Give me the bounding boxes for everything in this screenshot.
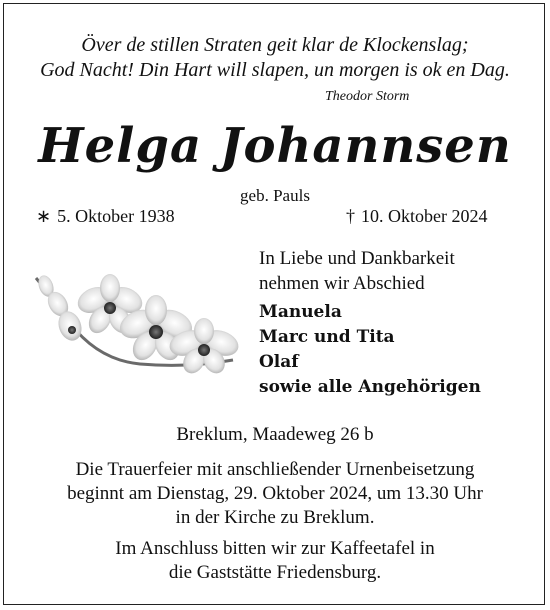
ceremony-line-2: beginnt am Dienstag, 29. Oktober 2024, um 13.30 Uhr xyxy=(67,483,483,504)
orchid-image xyxy=(28,268,248,388)
birth-star-icon: ∗ xyxy=(36,206,52,226)
reception-line-1: Im Anschluss bitten wir zur Kaffeetafel in xyxy=(115,538,435,559)
death-cross-icon: † xyxy=(346,206,355,226)
mourner-name: Marc und Tita xyxy=(259,327,395,347)
mourner-name: sowie alle Angehörigen xyxy=(259,377,481,397)
death-date xyxy=(346,206,487,227)
farewell-line-2: nehmen wir Abschied xyxy=(259,273,425,294)
ceremony-line-1: Die Trauerfeier mit anschließender Urnenbeisetzung xyxy=(75,459,475,480)
birth-date xyxy=(36,206,175,227)
address: Breklum, Maadeweg 26 b xyxy=(176,424,374,445)
reception-line-2: die Gaststätte Friedensburg. xyxy=(168,562,382,583)
deceased-name: Helga Johannsen xyxy=(38,118,512,174)
poem-line-1: Över de stillen Straten geit klar de Klockenslag; xyxy=(81,34,469,56)
mourner-name: Manuela xyxy=(259,302,342,322)
ceremony-line-3: in der Kirche zu Breklum. xyxy=(175,507,375,528)
farewell-line-1: In Liebe und Dankbarkeit xyxy=(259,248,455,269)
poem-author: Theodor Storm xyxy=(325,89,410,104)
mourner-name: Olaf xyxy=(259,352,299,372)
birth-name: geb. Pauls xyxy=(240,186,310,205)
birth-date-text: 5. Oktober 1938 xyxy=(57,206,175,226)
poem-line-2: God Nacht! Din Hart will slapen, un morgen is ok en Dag. xyxy=(40,59,510,81)
death-date-text: 10. Oktober 2024 xyxy=(361,206,488,226)
